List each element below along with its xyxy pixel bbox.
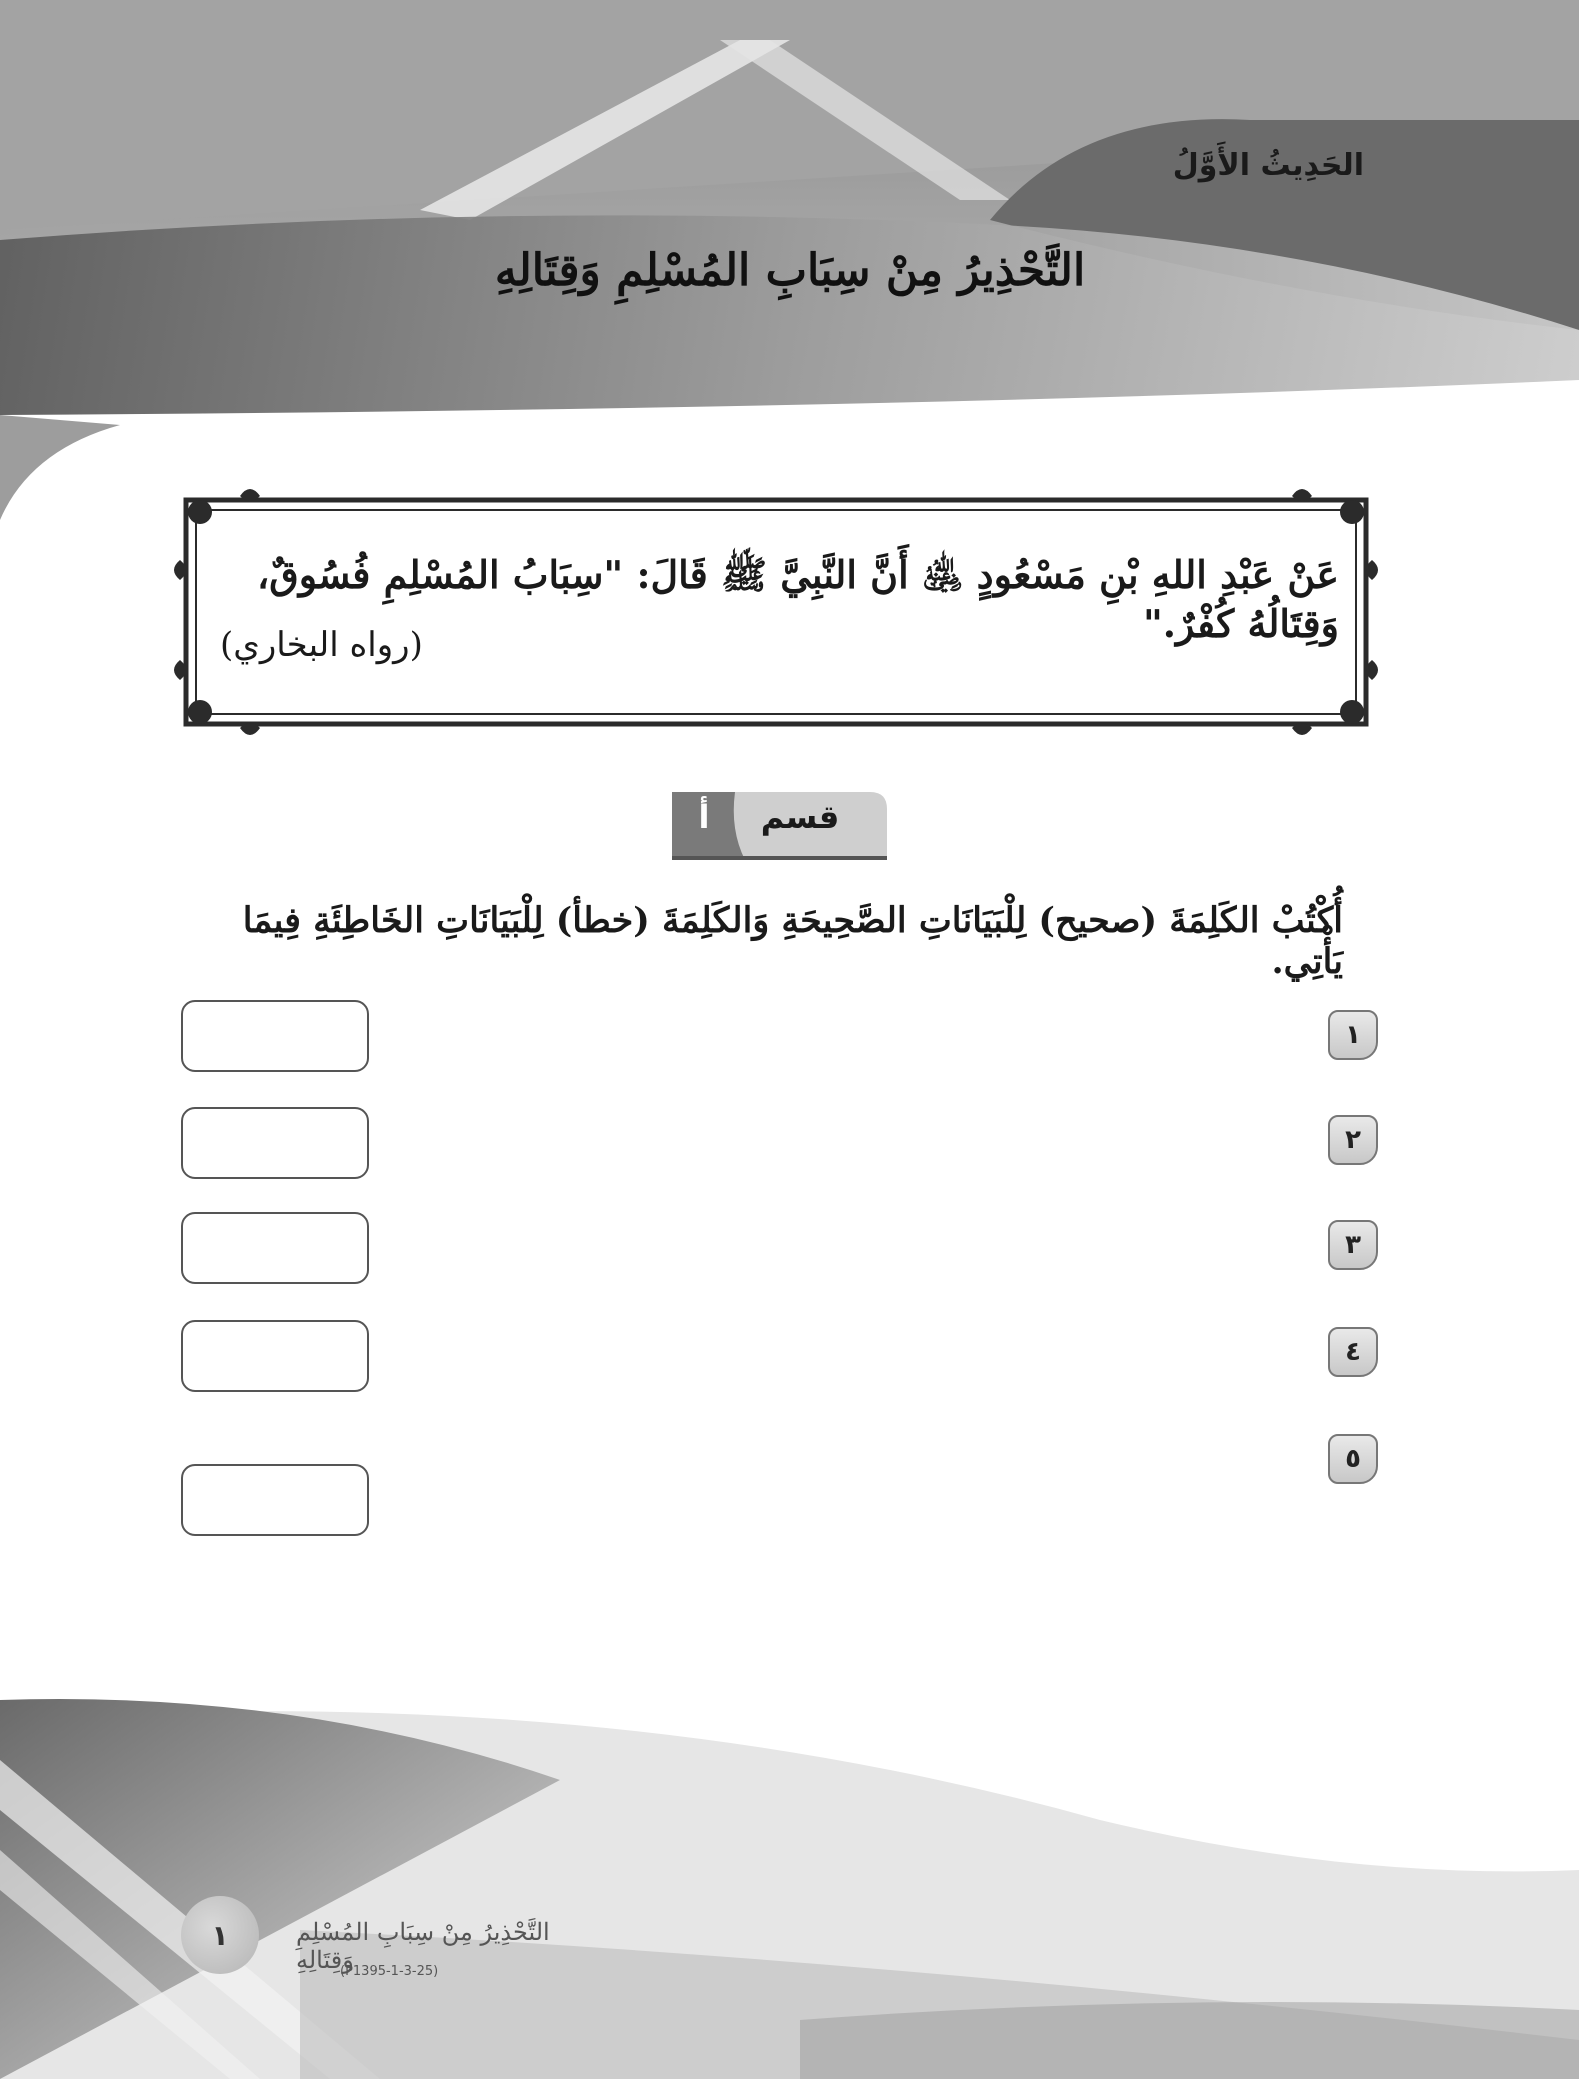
exercise-instruction: أُكْتُبْ الكَلِمَةَ (صحيح) لِلْبَيَانَاتِ الصَّحِيحَةِ وَالكَلِمَةَ (خطأ) لِلْبَيَانَاتِ الخَاطِئَةِ فِيمَا يَأْتِي. [242,900,1343,982]
question-number: ٢ [1328,1115,1378,1165]
footer-title: التَّحْذِيرُ مِنْ سِبَابِ المُسْلِمِ وَقِتَالِهِ [296,1918,550,1974]
page-number: ١ [181,1896,259,1974]
answer-box-2[interactable] [181,1107,369,1179]
answer-box-4[interactable] [181,1320,369,1392]
answer-box-1[interactable] [181,1000,369,1072]
question-number: ٣ [1328,1220,1378,1270]
question-number: ١ [1328,1010,1378,1060]
lesson-label: الحَدِيثُ الأَوَّلُ [1172,148,1364,183]
answer-box-3[interactable] [181,1212,369,1284]
hadith-source: (رواه البخاري) [220,625,423,665]
section-tab-word: قسم [760,798,840,836]
footer-code: (P1395-1-3-25) [340,1964,439,1979]
question-number: ٤ [1328,1327,1378,1377]
question-number: ٥ [1328,1434,1378,1484]
section-tab-letter: أ [698,798,710,836]
answer-box-5[interactable] [181,1464,369,1536]
lesson-title: التَّحْذِيرُ مِنْ سِبَابِ المُسْلِمِ وَقِتَالِهِ [494,245,1086,296]
hadith-text: عَنْ عَبْدِ اللهِ بْنِ مَسْعُودٍ ﵁ أَنَّ النَّبِيَّ ﷺ قَالَ: "سِبَابُ المُسْلِمِ فُسُوقٌ، وَقِتَالُهُ كُفْرٌ." [257,552,1339,647]
